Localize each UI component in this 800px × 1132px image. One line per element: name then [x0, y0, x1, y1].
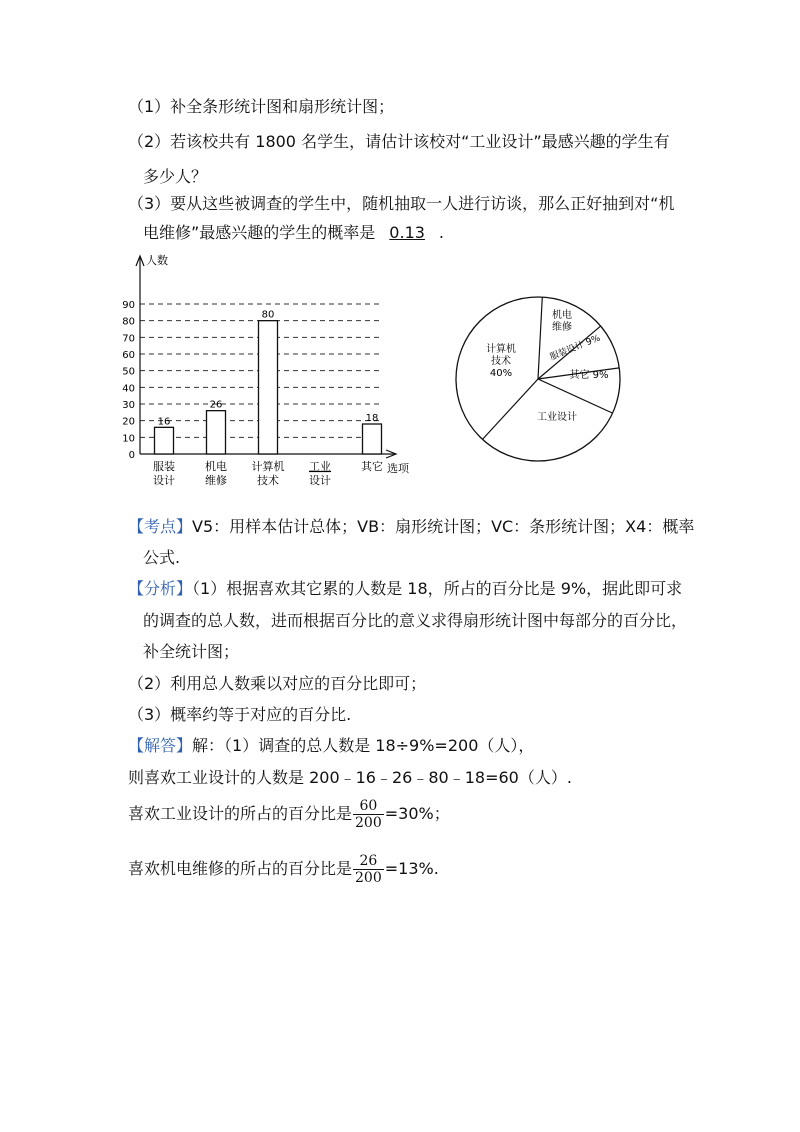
fenxi-text: （1）根据喜欢其它累的人数是 18，所占的百分比是 9%，据此即可求	[192, 579, 683, 598]
pie-slice-label: 技术	[491, 356, 511, 367]
fenxi-line2: 的调查的总人数，进而根据百分比的意义求得扇形统计图中每部分的百分比，	[143, 611, 688, 630]
x-tick-label: 技术	[257, 474, 279, 487]
pie-slice-label: 工业设计	[537, 412, 577, 423]
jieda-line3-text: 喜欢工业设计的所占的百分比是	[128, 804, 353, 823]
fraction-denominator: 200	[355, 870, 382, 886]
question-3-text: 电维修”最感兴趣的学生的概率是	[143, 223, 376, 242]
fenxi-line4: （2）利用总人数乘以对应的百分比即可；	[128, 674, 427, 693]
pie-slice-label: 机电	[552, 310, 572, 321]
x-tick-label: 其它	[361, 460, 383, 473]
x-tick-label: 机电	[205, 460, 227, 473]
fenxi-line3: 补全统计图；	[143, 642, 240, 661]
y-tick-label: 80	[122, 316, 135, 328]
question-3-line1: （3）要从这些被调查的学生中，随机抽取一人进行访谈，那么正好抽到对“机	[128, 194, 675, 213]
jieda-line4-text: 喜欢机电维修的所占的百分比是	[128, 859, 353, 878]
kaodian-tag: 【考点】	[128, 517, 193, 536]
bar-chart	[110, 250, 450, 495]
jieda-line1	[128, 735, 534, 757]
fraction-60-200	[353, 798, 384, 831]
fraction-numerator: 60	[353, 798, 384, 815]
pie-slice-label: 维修	[552, 322, 572, 333]
fraction-denominator: 200	[355, 815, 382, 831]
question-3-answer: 0.13	[389, 223, 425, 242]
jieda-line4	[128, 851, 439, 887]
jieda-tag: 【解答】	[128, 736, 193, 755]
question-2-line2: 多少人？	[143, 167, 208, 186]
data-label: 16	[157, 416, 171, 428]
data-label: 18	[365, 413, 379, 424]
y-tick-label: 10	[122, 433, 135, 445]
fenxi-line5: （3）概率约等于对应的百分比.	[128, 705, 352, 724]
y-tick-label: 40	[122, 383, 135, 395]
y-tick-label: 20	[122, 416, 135, 428]
x-tick-label: 设计	[309, 474, 331, 487]
y-tick-label: 50	[122, 366, 135, 378]
x-tick-label: 维修	[205, 474, 227, 487]
bar	[363, 424, 382, 454]
y-tick-label: 0	[128, 450, 135, 461]
fenxi-tag: 【分析】	[128, 579, 193, 598]
y-tick-label: 30	[122, 400, 135, 411]
y-axis-label: 人数	[146, 254, 168, 267]
bar	[155, 427, 174, 454]
fraction-26-200	[353, 853, 384, 886]
data-label: 26	[209, 399, 223, 411]
x-tick-label: 计算机	[251, 460, 285, 473]
fenxi-line1	[128, 578, 682, 600]
x-tick-label: 服装	[153, 460, 175, 473]
jieda-line2: 则喜欢工业设计的人数是 200﹣16﹣26﹣80﹣18=60（人）.	[128, 768, 572, 787]
bar	[259, 321, 278, 454]
jieda-text: 解：（1）调查的总人数是 18÷9%=200（人），	[192, 736, 535, 755]
pie-slice-label: 服装设计 9%	[548, 333, 602, 363]
fraction-numerator: 26	[353, 853, 384, 870]
pie-slice-label: 计算机	[486, 344, 516, 355]
y-tick-label: 70	[122, 333, 135, 345]
pie-chart	[455, 292, 625, 467]
x-tick-label: 设计	[153, 474, 175, 487]
question-2-line1: （2）若该校共有 1800 名学生，请估计该校对“工业设计”最感兴趣的学生有	[128, 132, 670, 151]
kaodian-line1	[128, 516, 694, 538]
x-axis-label: 选项	[387, 462, 409, 475]
pie-slice-label: 其它 9%	[569, 370, 609, 381]
bar	[207, 411, 226, 454]
x-tick-label: 工业	[309, 460, 331, 473]
jieda-line3-result: =30%；	[384, 804, 450, 823]
y-tick-label: 90	[122, 300, 135, 311]
question-1: （1）补全条形统计图和扇形统计图；	[128, 97, 395, 116]
y-tick-label: 60	[122, 350, 135, 361]
question-3-line2	[143, 222, 444, 244]
kaodian-line2: 公式.	[143, 548, 181, 567]
pie-slice-label: 40%	[489, 368, 513, 379]
jieda-line4-result: =13%.	[384, 859, 439, 878]
jieda-line3	[128, 796, 450, 832]
data-label: 80	[261, 309, 275, 321]
question-3-suffix: .	[438, 223, 445, 242]
kaodian-text: V5：用样本估计总体；VB：扇形统计图；VC：条形统计图；X4：概率	[192, 517, 695, 536]
